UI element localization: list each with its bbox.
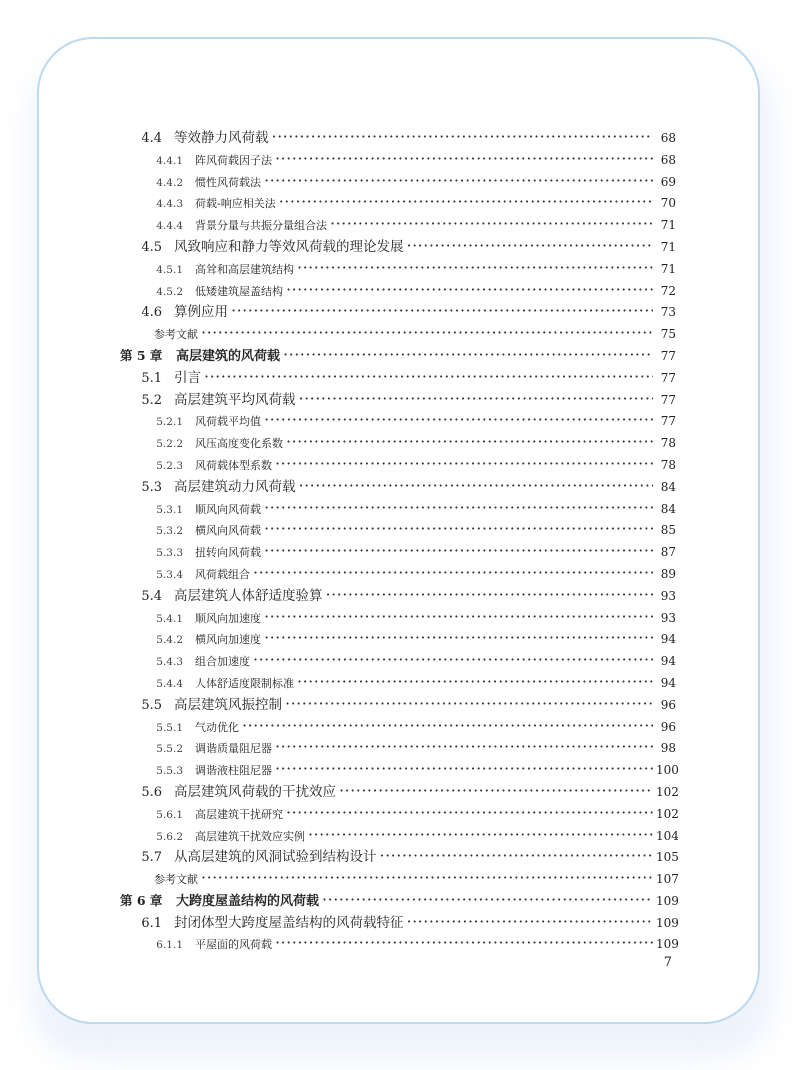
toc-entry-page: 96: [660, 697, 676, 712]
table-of-contents: [120, 126, 679, 954]
dot-leader: [275, 932, 653, 954]
toc-entry: [120, 497, 676, 519]
toc-entry-title: 背景分量与共振分量组合法: [195, 219, 327, 233]
toc-entry-title: 组合加速度: [195, 655, 250, 669]
toc-entry-title: 横风向风荷载: [195, 524, 261, 538]
toc-entry: [120, 649, 676, 671]
dot-leader: [299, 475, 654, 497]
toc-entry: [120, 562, 676, 584]
toc-entry-number: 5.2.2: [156, 438, 183, 451]
toc-entry-page: 77: [660, 370, 676, 385]
toc-entry-page: 71: [660, 218, 676, 233]
toc-entry-page: 78: [660, 457, 676, 472]
toc-entry: [120, 475, 676, 497]
toc-entry: [120, 409, 676, 431]
toc-entry: [120, 584, 676, 606]
toc-entry-page: 71: [660, 239, 676, 254]
toc-entry-number: 5.2: [141, 392, 162, 408]
toc-entry-page: 100: [656, 763, 679, 778]
toc-entry-number: 4.4: [141, 131, 162, 146]
dot-leader: [330, 213, 653, 235]
dot-leader: [242, 715, 653, 737]
toc-entry: [120, 257, 676, 279]
toc-entry-number: 5.4.2: [156, 634, 183, 647]
dot-leader: [308, 824, 653, 846]
dot-leader: [253, 649, 653, 671]
toc-entry-page: 71: [660, 261, 676, 276]
dot-leader: [286, 279, 653, 301]
toc-entry: [120, 279, 676, 301]
page-number: 7: [663, 955, 672, 970]
toc-entry-number: 4.4.2: [156, 176, 183, 189]
toc-entry-page: 68: [660, 131, 676, 145]
toc-entry-page: 75: [660, 327, 676, 342]
toc-entry-number: 4.4.4: [156, 220, 183, 233]
toc-entry: [120, 824, 679, 846]
toc-entry-number: 4.4.1: [156, 154, 183, 167]
toc-entry-title: 气动优化: [195, 720, 239, 734]
toc-entry-title: 低矮建筑屋盖结构: [195, 284, 283, 298]
toc-entry: [120, 388, 676, 410]
dot-leader: [285, 693, 653, 715]
dot-leader: [275, 736, 653, 758]
toc-entry-number: 第 5 章: [120, 347, 163, 363]
toc-entry: [120, 889, 679, 911]
toc-entry: [120, 235, 676, 257]
toc-entry-number: 5.4.4: [156, 677, 183, 690]
toc-entry-number: 6.1: [141, 915, 162, 931]
toc-entry-number: 5.3.2: [156, 525, 183, 538]
dot-leader: [264, 606, 653, 628]
toc-entry-title: 荷载-响应相关法: [195, 197, 276, 211]
toc-entry-page: 77: [660, 414, 676, 429]
toc-entry-number: 5.3.3: [156, 547, 183, 560]
dot-leader: [201, 867, 653, 889]
toc-entry-title: 参考文献: [154, 328, 198, 342]
toc-entry-number: 5.1: [141, 370, 162, 386]
toc-entry: [120, 148, 676, 170]
toc-entry: [120, 671, 676, 693]
toc-entry-number: 5.2.3: [156, 459, 183, 472]
toc-entry-title: 参考文献: [154, 873, 198, 887]
dot-leader: [322, 889, 653, 911]
toc-entry-page: 77: [660, 392, 676, 407]
toc-entry-page: 69: [660, 174, 676, 189]
toc-entry-title: 风荷载体型系数: [195, 458, 272, 472]
toc-entry-page: 89: [660, 566, 676, 581]
toc-entry-page: 84: [660, 479, 676, 494]
toc-entry: [120, 366, 676, 388]
toc-entry: [120, 736, 676, 758]
toc-entry-page: 107: [656, 872, 679, 887]
toc-entry: [120, 627, 676, 649]
toc-entry-page: 77: [660, 348, 676, 363]
dot-leader: [286, 802, 653, 824]
toc-entry: [120, 932, 679, 954]
dot-leader: [286, 431, 653, 453]
toc-entry-number: 5.6.2: [156, 830, 183, 843]
toc-entry-page: 70: [660, 196, 676, 211]
dot-leader: [380, 845, 654, 867]
toc-entry-title: 高耸和高层建筑结构: [195, 262, 294, 276]
toc-entry-title: 顺风向风荷载: [195, 502, 261, 516]
toc-entry-page: 78: [660, 436, 676, 451]
toc-entry-title: 高层建筑动力风荷载: [174, 478, 296, 495]
toc-entry-number: 5.6.1: [156, 808, 183, 821]
toc-entry-title: 平屋面的风荷载: [195, 938, 272, 952]
toc-entry-page: 109: [656, 893, 679, 908]
dot-leader: [264, 518, 653, 540]
toc-entry: [120, 322, 676, 344]
toc-entry-number: 4.5.2: [156, 285, 183, 298]
toc-entry-title: 人体舒适度限制标准: [195, 676, 294, 690]
dot-leader: [231, 300, 653, 322]
toc-entry-number: 5.6: [141, 784, 162, 800]
toc-entry: [120, 715, 676, 737]
toc-entry-title: 封闭体型大跨度屋盖结构的风荷载特征: [174, 914, 404, 931]
toc-entry-page: 85: [660, 523, 676, 538]
dot-leader: [297, 671, 653, 693]
toc-entry-number: 5.5.3: [156, 765, 183, 778]
dot-leader: [299, 388, 654, 410]
toc-entry: [120, 802, 679, 824]
toc-entry-number: 4.4.3: [156, 198, 183, 211]
toc-entry-title: 大跨度屋盖结构的风荷载: [176, 893, 320, 909]
toc-entry-number: 5.4.1: [156, 612, 183, 625]
dot-leader: [326, 584, 654, 606]
toc-entry: [120, 780, 679, 802]
toc-entry-page: 93: [660, 588, 676, 603]
dot-leader: [264, 627, 653, 649]
dot-leader: [264, 540, 653, 562]
toc-entry: [120, 170, 676, 192]
toc-entry-number: 5.5.2: [156, 743, 183, 756]
dot-leader: [275, 148, 653, 170]
toc-entry-title: 高层建筑风振控制: [174, 696, 282, 713]
toc-entry-title: 从高层建筑的风洞试验到结构设计: [174, 849, 377, 866]
dot-leader: [407, 235, 654, 257]
toc-entry-page: 93: [660, 610, 676, 625]
toc-entry-page: 109: [656, 915, 679, 930]
dot-leader: [297, 257, 653, 279]
toc-entry-title: 高层建筑风荷载的干扰效应: [174, 783, 336, 800]
dot-leader: [272, 126, 654, 148]
toc-entry: [120, 606, 676, 628]
toc-entry-page: 102: [656, 784, 679, 799]
toc-entry: [120, 344, 676, 366]
toc-entry-page: 109: [656, 937, 679, 952]
toc-entry-title: 等效静力风荷载: [174, 130, 269, 146]
toc-entry-title: 调谐液柱阻尼器: [195, 764, 272, 778]
toc-entry-title: 惯性风荷载法: [195, 175, 261, 189]
toc-entry-title: 算例应用: [174, 304, 228, 321]
dot-leader: [201, 322, 653, 344]
toc-entry-title: 顺风向加速度: [195, 611, 261, 625]
toc-entry-number: 5.3: [141, 479, 162, 495]
toc-entry: [120, 213, 676, 235]
toc-entry-title: 高层建筑的风荷载: [176, 348, 281, 364]
dot-leader: [275, 758, 653, 780]
toc-entry-page: 68: [660, 152, 676, 167]
toc-entry-number: 5.3.1: [156, 503, 183, 516]
toc-entry-page: 94: [660, 675, 676, 690]
toc-entry-page: 87: [660, 545, 676, 560]
toc-entry-page: 73: [660, 305, 676, 320]
toc-entry-title: 风压高度变化系数: [195, 437, 283, 451]
toc-entry: [120, 518, 676, 540]
dot-leader: [204, 366, 653, 388]
toc-entry-page: 102: [656, 806, 679, 821]
toc-entry-number: 4.5.1: [156, 263, 183, 276]
toc-entry-number: 5.3.4: [156, 568, 183, 581]
toc-entry: [120, 191, 676, 213]
toc-entry-number: 5.4: [141, 588, 162, 604]
toc-entry-title: 引言: [174, 369, 201, 386]
toc-entry-number: 4.6: [141, 305, 162, 321]
toc-entry: [120, 911, 679, 933]
toc-entry: [120, 693, 676, 715]
toc-entry-page: 104: [656, 828, 679, 843]
dot-leader: [275, 453, 653, 475]
dot-leader: [339, 780, 653, 802]
toc-entry: [120, 758, 679, 780]
toc-entry-title: 调谐质量阻尼器: [195, 742, 272, 756]
dot-leader: [264, 409, 653, 431]
toc-entry-page: 84: [660, 501, 676, 516]
toc-entry-title: 风荷载组合: [195, 567, 250, 581]
toc-entry: [120, 867, 679, 889]
toc-entry-number: 4.5: [141, 239, 162, 255]
toc-entry-title: 高层建筑干扰效应实例: [195, 829, 305, 843]
toc-entry-number: 5.4.3: [156, 656, 183, 669]
toc-entry-page: 72: [660, 283, 676, 298]
toc-entry: [120, 126, 676, 148]
toc-entry-title: 高层建筑平均风荷载: [174, 391, 296, 408]
toc-entry: [120, 431, 676, 453]
toc-entry-title: 风致响应和静力等效风荷载的理论发展: [174, 238, 404, 255]
toc-entry: [120, 453, 676, 475]
toc-entry-number: 5.5.1: [156, 721, 183, 734]
dot-leader: [283, 344, 653, 366]
toc-entry-page: 94: [660, 654, 676, 669]
toc-entry-title: 高层建筑人体舒适度验算: [174, 587, 323, 604]
toc-entry-page: 105: [656, 850, 679, 865]
toc-entry-number: 5.2.1: [156, 416, 183, 429]
toc-entry-title: 高层建筑干扰研究: [195, 807, 283, 821]
toc-entry: [120, 300, 676, 322]
toc-entry-page: 96: [660, 719, 676, 734]
toc-entry-page: 94: [660, 632, 676, 647]
toc-entry: [120, 540, 676, 562]
toc-entry: [120, 845, 679, 867]
toc-entry-title: 扭转向风荷载: [195, 546, 261, 560]
dot-leader: [253, 562, 653, 584]
dot-leader: [264, 497, 653, 519]
dot-leader: [279, 191, 653, 213]
toc-entry-title: 横风向加速度: [195, 633, 261, 647]
dot-leader: [264, 170, 653, 192]
toc-entry-number: 6.1.1: [156, 939, 183, 952]
dot-leader: [407, 911, 654, 933]
toc-entry-number: 5.7: [141, 850, 162, 866]
toc-entry-number: 第 6 章: [120, 892, 163, 908]
toc-entry-title: 风荷载平均值: [195, 415, 261, 429]
toc-entry-number: 5.5: [141, 697, 162, 713]
toc-entry-page: 98: [660, 741, 676, 756]
toc-entry-title: 阵风荷载因子法: [195, 153, 272, 167]
